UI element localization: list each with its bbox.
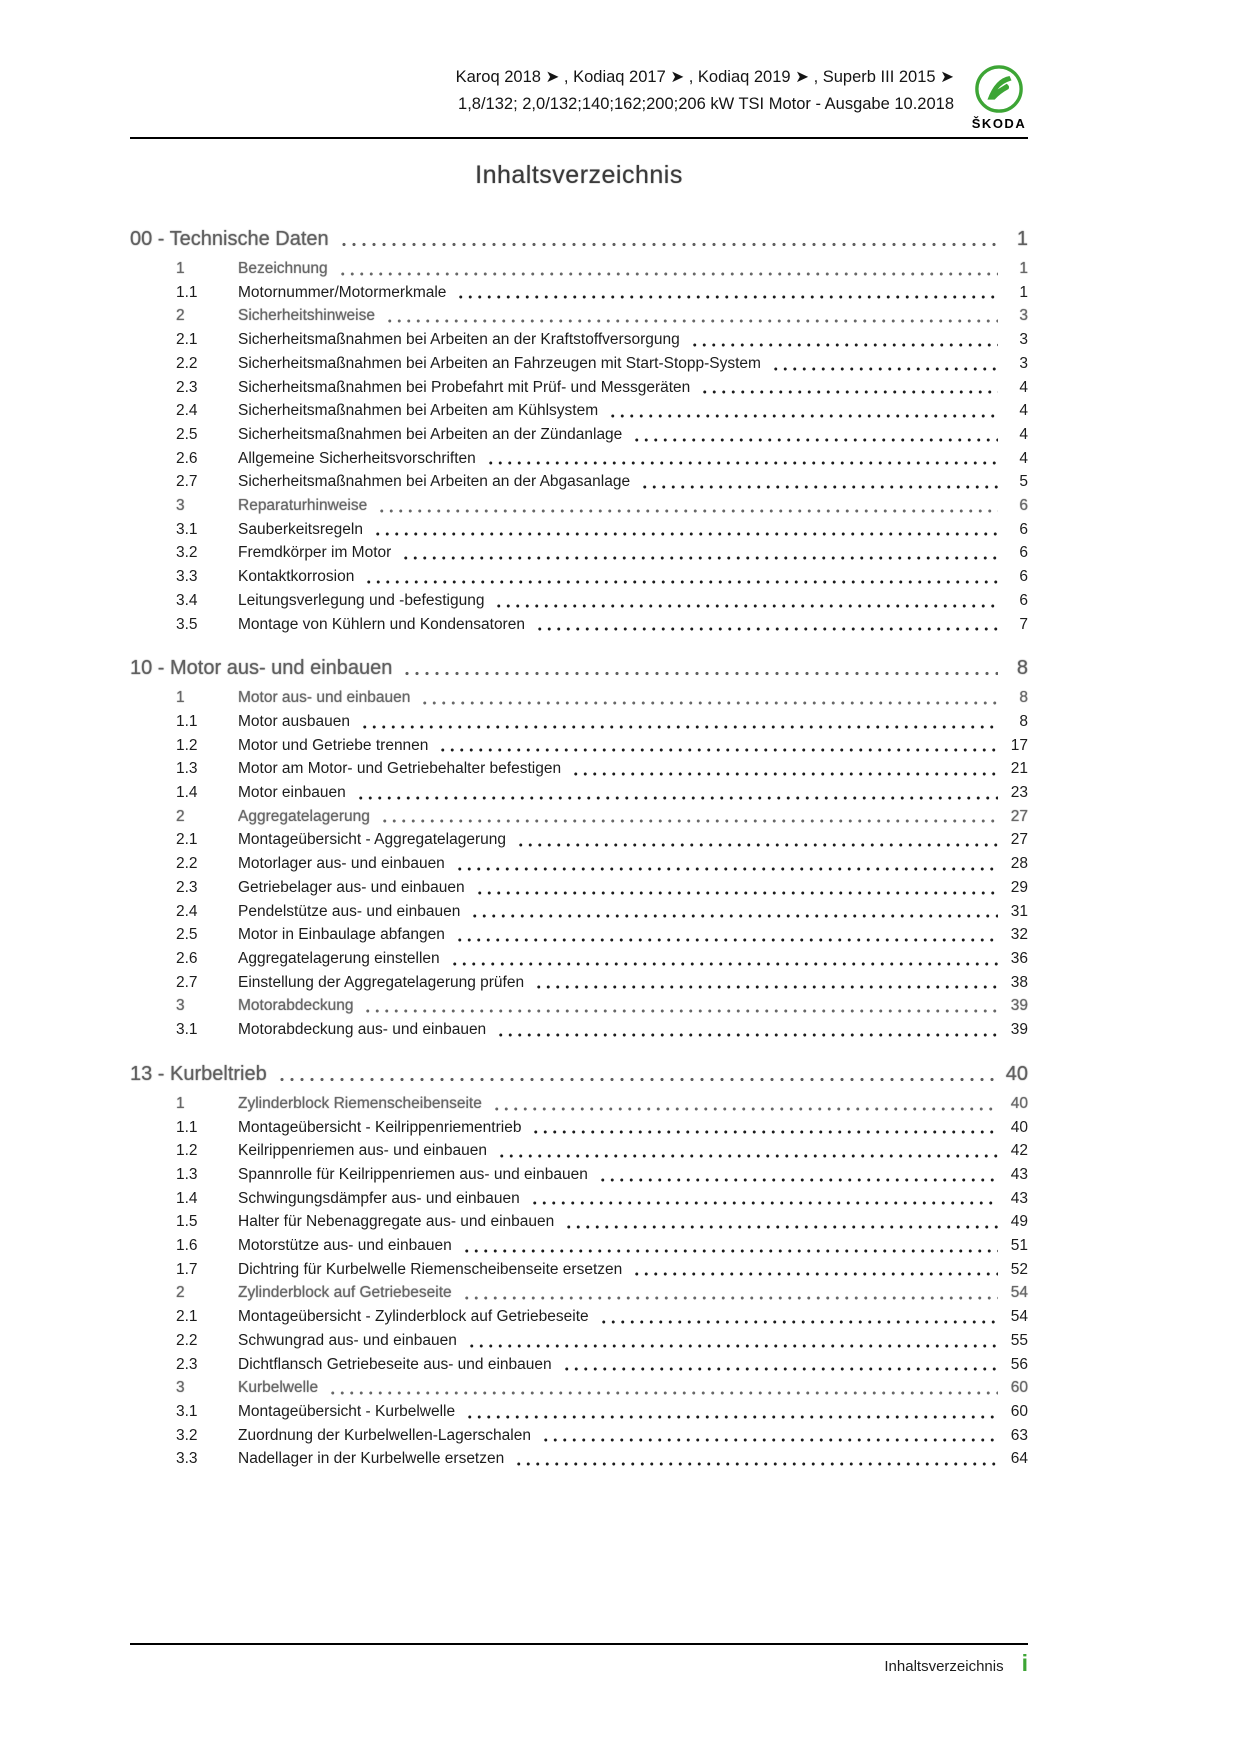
dot-leader — [492, 1092, 998, 1116]
entry-title: Montageübersicht - Zylinderblock auf Getriebeseite — [238, 1308, 589, 1326]
dot-leader — [690, 328, 998, 352]
entry-page-number: 1 — [1019, 260, 1028, 277]
entry-page-number: 6 — [1019, 497, 1028, 515]
section-row — [130, 876, 1028, 900]
section-number: 2.3 — [176, 1355, 198, 1373]
entry-title: Motor in Einbaulage abfangen — [238, 926, 445, 944]
dot-leader — [467, 1329, 998, 1353]
entry-page-number: 43 — [1010, 1165, 1028, 1183]
dot-leader — [380, 805, 998, 829]
dot-leader — [514, 1447, 998, 1471]
entry-page-number: 21 — [1010, 760, 1028, 778]
entry-title: 10 - Motor aus- und einbauen — [130, 657, 393, 680]
dot-leader — [420, 686, 998, 710]
section-number: 1.6 — [176, 1237, 198, 1255]
entry-page-number: 49 — [1010, 1213, 1028, 1231]
entry-title: Motorstütze aus- und einbauen — [238, 1237, 452, 1255]
section-number: 2 — [176, 807, 185, 825]
chapter-row — [130, 653, 1028, 683]
entry-title: Montageübersicht - Aggregatelagerung — [238, 831, 506, 849]
entry-title: Aggregatelagerung einstellen — [238, 949, 440, 967]
section-row — [130, 613, 1028, 637]
entry-title: Motor aus- und einbauen — [238, 689, 411, 707]
dot-leader — [360, 710, 998, 734]
entry-title: Sicherheitsmaßnahmen bei Arbeiten am Kühlsystem — [238, 402, 599, 420]
entry-page-number: 7 — [1019, 615, 1028, 633]
section-row — [130, 352, 1028, 376]
section-number: 2.4 — [176, 902, 198, 920]
section-row — [130, 494, 1028, 518]
section-row — [130, 589, 1028, 613]
entry-page-number: 4 — [1019, 378, 1028, 396]
section-row — [130, 1210, 1028, 1234]
section-number: 2.7 — [176, 973, 198, 991]
dot-leader — [450, 947, 998, 971]
section-row — [130, 1329, 1028, 1353]
section-row — [130, 947, 1028, 971]
section-row — [130, 281, 1028, 305]
dot-leader — [402, 653, 998, 683]
section-number: 2 — [176, 307, 185, 325]
section-row — [130, 470, 1028, 494]
dot-leader — [456, 281, 998, 305]
entry-page-number: 54 — [1010, 1308, 1028, 1326]
section-number: 2.3 — [176, 878, 198, 896]
entry-page-number: 8 — [1016, 657, 1028, 680]
dot-leader — [465, 1400, 998, 1424]
section-row — [130, 1305, 1028, 1329]
dot-leader — [455, 852, 998, 876]
entry-page-number: 8 — [1019, 712, 1028, 730]
dot-leader — [438, 734, 998, 758]
section-row — [130, 1424, 1028, 1448]
entry-page-number: 64 — [1010, 1450, 1028, 1468]
section-number: 2.2 — [176, 354, 198, 372]
entry-title: Zuordnung der Kurbelwellen-Lagerschalen — [238, 1426, 531, 1444]
entry-title: Montageübersicht - Keilrippenriementrieb — [238, 1118, 522, 1136]
entry-title: Nadellager in der Kurbelwelle ersetzen — [238, 1450, 505, 1468]
section-number: 2.6 — [176, 949, 198, 967]
dot-leader — [385, 304, 998, 328]
section-row — [130, 328, 1028, 352]
dot-leader — [339, 224, 998, 254]
section-row — [130, 971, 1028, 995]
section-number: 1 — [176, 260, 185, 277]
footer-page-number: i — [1021, 1650, 1028, 1676]
section-number: 1.1 — [176, 712, 198, 730]
entry-title: 00 - Technische Daten — [130, 228, 329, 250]
entry-title: Motor am Motor- und Getriebehalter befestigen — [238, 760, 562, 778]
chapter-row — [130, 1059, 1028, 1089]
section-row — [130, 757, 1028, 781]
dot-leader — [632, 423, 998, 447]
dot-leader — [338, 257, 998, 281]
header-model-list: Karoq 2018 ➤ , Kodiaq 2017 ➤ , Kodiaq 2019 ➤ , Superb III 2015 ➤ — [455, 68, 954, 86]
section-row — [130, 541, 1028, 565]
entry-page-number: 54 — [1010, 1284, 1028, 1302]
dot-leader — [363, 994, 998, 1018]
entry-title: Kurbelwelle — [238, 1379, 319, 1397]
dot-leader — [771, 352, 998, 376]
section-number: 1.3 — [176, 1165, 198, 1183]
section-number: 1 — [176, 689, 185, 707]
section-number: 3.3 — [176, 1450, 198, 1468]
page-title: Inhaltsverzeichnis — [475, 161, 683, 189]
section-row — [130, 828, 1028, 852]
section-number: 2.5 — [176, 425, 198, 443]
section-number: 3.1 — [176, 1402, 198, 1420]
dot-leader — [534, 971, 998, 995]
dot-leader — [598, 1163, 998, 1187]
section-row — [130, 399, 1028, 423]
entry-title: Sicherheitsmaßnahmen bei Arbeiten an der Zündanlage — [238, 425, 623, 443]
dot-leader — [632, 1258, 998, 1282]
section-row — [130, 1092, 1028, 1116]
section-number: 1.1 — [176, 283, 198, 301]
entry-title: Sicherheitshinweise — [238, 307, 375, 325]
section-number: 2.3 — [176, 378, 198, 396]
section-number: 3.3 — [176, 568, 198, 586]
entry-page-number: 17 — [1010, 736, 1028, 754]
section-row — [130, 1376, 1028, 1400]
entry-page-number: 42 — [1010, 1142, 1028, 1160]
section-row — [130, 852, 1028, 876]
entry-page-number: 6 — [1019, 591, 1028, 609]
entry-title: Montage von Kühlern und Kondensatoren — [238, 615, 525, 633]
section-row — [130, 1163, 1028, 1187]
entry-title: Sicherheitsmaßnahmen bei Arbeiten an der Abgasanlage — [238, 473, 631, 491]
entry-title: Spannrolle für Keilrippenriemen aus- und einbauen — [238, 1165, 588, 1183]
dot-leader — [535, 613, 998, 637]
page-header — [130, 64, 1028, 139]
skoda-logo — [970, 64, 1028, 131]
entry-title: Motor und Getriebe trennen — [238, 736, 429, 754]
section-row — [130, 781, 1028, 805]
section-row — [130, 1258, 1028, 1282]
section-number: 3.1 — [176, 1021, 198, 1039]
section-number: 1.5 — [176, 1213, 198, 1231]
entry-page-number: 3 — [1019, 331, 1028, 349]
section-number: 2.2 — [176, 855, 198, 873]
entry-page-number: 40 — [1010, 1118, 1028, 1136]
dot-leader — [462, 1281, 998, 1305]
entry-title: 13 - Kurbeltrieb — [130, 1062, 267, 1085]
entry-page-number: 4 — [1019, 449, 1028, 467]
dot-leader — [470, 900, 998, 924]
dot-leader — [564, 1210, 998, 1234]
section-number: 1.3 — [176, 760, 198, 778]
entry-title: Motor einbauen — [238, 784, 346, 802]
section-row — [130, 1187, 1028, 1211]
dot-leader — [571, 757, 998, 781]
dot-leader — [562, 1353, 998, 1377]
entry-page-number: 28 — [1010, 855, 1028, 873]
section-row — [130, 734, 1028, 758]
dot-leader — [541, 1424, 998, 1448]
dot-leader — [328, 1376, 998, 1400]
section-row — [130, 1400, 1028, 1424]
entry-page-number: 1 — [1019, 283, 1028, 301]
section-number: 1.4 — [176, 1189, 198, 1207]
dot-leader — [599, 1305, 998, 1329]
entry-page-number: 4 — [1019, 425, 1028, 443]
entry-page-number: 31 — [1010, 902, 1028, 920]
section-row — [130, 423, 1028, 447]
section-row — [130, 1139, 1028, 1163]
entry-title: Sicherheitsmaßnahmen bei Probefahrt mit Prüf- und Messgeräten — [238, 378, 691, 396]
entry-title: Kontaktkorrosion — [238, 568, 355, 586]
entry-title: Motorabdeckung — [238, 997, 354, 1015]
section-row — [130, 1018, 1028, 1042]
dot-leader — [377, 494, 998, 518]
section-row — [130, 565, 1028, 589]
section-number: 2.1 — [176, 331, 198, 349]
dot-leader — [640, 470, 998, 494]
section-number: 1.4 — [176, 784, 198, 802]
section-row — [130, 376, 1028, 400]
entry-page-number: 8 — [1019, 689, 1028, 707]
dot-leader — [608, 399, 998, 423]
section-row — [130, 257, 1028, 281]
entry-title: Bezeichnung — [238, 260, 328, 277]
section-number: 2.7 — [176, 473, 198, 491]
dot-leader — [356, 781, 998, 805]
section-number: 3 — [176, 997, 185, 1015]
entry-title: Motornummer/Motormerkmale — [238, 283, 447, 301]
entry-page-number: 27 — [1010, 831, 1028, 849]
entry-page-number: 5 — [1019, 473, 1028, 491]
section-row — [130, 447, 1028, 471]
entry-page-number: 60 — [1010, 1379, 1028, 1397]
entry-page-number: 6 — [1019, 544, 1028, 562]
section-number: 3.2 — [176, 1426, 198, 1444]
entry-title: Aggregatelagerung — [238, 807, 370, 825]
entry-title: Montageübersicht - Kurbelwelle — [238, 1402, 456, 1420]
section-row — [130, 994, 1028, 1018]
section-number: 2 — [176, 1284, 185, 1302]
section-number: 1.1 — [176, 1118, 198, 1136]
section-row — [130, 1116, 1028, 1140]
dot-leader — [486, 447, 998, 471]
dot-leader — [364, 565, 998, 589]
entry-title: Fremdkörper im Motor — [238, 544, 392, 562]
entry-page-number: 40 — [1005, 1062, 1028, 1085]
entry-page-number: 52 — [1010, 1260, 1028, 1278]
dot-leader — [494, 589, 998, 613]
entry-title: Schwingungsdämpfer aus- und einbauen — [238, 1189, 520, 1207]
section-row — [130, 304, 1028, 328]
section-number: 2.5 — [176, 926, 198, 944]
section-number: 3 — [176, 1379, 185, 1397]
dot-leader — [455, 923, 998, 947]
dot-leader — [475, 876, 998, 900]
entry-page-number: 39 — [1010, 1021, 1028, 1039]
entry-page-number: 56 — [1010, 1355, 1028, 1373]
entry-page-number: 4 — [1019, 402, 1028, 420]
section-row — [130, 805, 1028, 829]
section-row — [130, 1353, 1028, 1377]
dot-leader — [516, 828, 998, 852]
section-row — [130, 1234, 1028, 1258]
entry-title: Schwungrad aus- und einbauen — [238, 1331, 457, 1349]
entry-title: Reparaturhinweise — [238, 497, 368, 515]
chapter-row — [130, 224, 1028, 254]
entry-title: Allgemeine Sicherheitsvorschriften — [238, 449, 476, 467]
entry-title: Motorabdeckung aus- und einbauen — [238, 1021, 487, 1039]
section-number: 3.2 — [176, 544, 198, 562]
entry-page-number: 6 — [1019, 520, 1028, 538]
toc — [130, 224, 1028, 1471]
dot-leader — [373, 518, 998, 542]
entry-title: Sicherheitsmaßnahmen bei Arbeiten an der Kraftstoffversorgung — [238, 331, 680, 349]
entry-page-number: 3 — [1019, 307, 1028, 325]
page-footer — [130, 1643, 1028, 1675]
entry-title: Pendelstütze aus- und einbauen — [238, 902, 461, 920]
section-number: 3.4 — [176, 591, 198, 609]
dot-leader — [700, 376, 998, 400]
dot-leader — [497, 1139, 998, 1163]
entry-page-number: 23 — [1010, 784, 1028, 802]
section-number: 1 — [176, 1094, 185, 1112]
entry-title: Einstellung der Aggregatelagerung prüfen — [238, 973, 525, 991]
entry-page-number: 1 — [1016, 228, 1028, 250]
entry-title: Motor ausbauen — [238, 712, 351, 730]
section-number: 1.7 — [176, 1260, 198, 1278]
section-number: 2.1 — [176, 1308, 198, 1326]
section-number: 1.2 — [176, 736, 198, 754]
entry-page-number: 40 — [1010, 1094, 1028, 1112]
header-text — [130, 64, 970, 118]
entry-page-number: 60 — [1010, 1402, 1028, 1420]
footer-label: Inhaltsverzeichnis — [884, 1658, 1004, 1675]
dot-leader — [530, 1187, 998, 1211]
section-row — [130, 923, 1028, 947]
section-row — [130, 710, 1028, 734]
entry-title: Zylinderblock auf Getriebeseite — [238, 1284, 452, 1302]
entry-page-number: 55 — [1010, 1331, 1028, 1349]
entry-title: Getriebelager aus- und einbauen — [238, 878, 465, 896]
entry-page-number: 29 — [1010, 878, 1028, 896]
section-number: 3.1 — [176, 520, 198, 538]
section-row — [130, 518, 1028, 542]
entry-title: Sicherheitsmaßnahmen bei Arbeiten an Fahrzeugen mit Start-Stopp-System — [238, 354, 761, 372]
section-number: 2.2 — [176, 1331, 198, 1349]
entry-title: Zylinderblock Riemenscheibenseite — [238, 1094, 482, 1112]
entry-page-number: 36 — [1010, 949, 1028, 967]
section-row — [130, 1281, 1028, 1305]
entry-title: Sauberkeitsregeln — [238, 520, 363, 538]
entry-page-number: 6 — [1019, 568, 1028, 586]
section-number: 2.1 — [176, 831, 198, 849]
skoda-logo-icon — [974, 64, 1024, 114]
entry-page-number: 39 — [1010, 997, 1028, 1015]
section-row — [130, 900, 1028, 924]
entry-page-number: 51 — [1010, 1237, 1028, 1255]
dot-leader — [401, 541, 998, 565]
entry-title: Dichtring für Kurbelwelle Riemenscheibenseite ersetzen — [238, 1260, 623, 1278]
section-number: 2.4 — [176, 402, 198, 420]
section-row — [130, 1447, 1028, 1471]
entry-title: Dichtflansch Getriebeseite aus- und einbauen — [238, 1355, 552, 1373]
section-number: 1.2 — [176, 1142, 198, 1160]
entry-page-number: 63 — [1010, 1426, 1028, 1444]
dot-leader — [531, 1116, 998, 1140]
dot-leader — [496, 1018, 998, 1042]
header-engine-edition: 1,8/132; 2,0/132;140;162;200;206 kW TSI Motor - Ausgabe 10.2018 — [458, 95, 954, 113]
dot-leader — [277, 1059, 998, 1089]
entry-title: Leitungsverlegung und -befestigung — [238, 591, 485, 609]
dot-leader — [462, 1234, 998, 1258]
section-number: 3 — [176, 497, 185, 515]
entry-page-number: 43 — [1010, 1189, 1028, 1207]
skoda-wordmark: ŠKODA — [971, 116, 1027, 131]
entry-page-number: 38 — [1010, 973, 1028, 991]
entry-page-number: 32 — [1010, 926, 1028, 944]
section-number: 3.5 — [176, 615, 198, 633]
section-number: 2.6 — [176, 449, 198, 467]
entry-page-number: 27 — [1010, 807, 1028, 825]
entry-title: Halter für Nebenaggregate aus- und einbauen — [238, 1213, 555, 1231]
entry-title: Keilrippenriemen aus- und einbauen — [238, 1142, 488, 1160]
section-row — [130, 686, 1028, 710]
entry-page-number: 3 — [1019, 354, 1028, 372]
entry-title: Motorlager aus- und einbauen — [238, 855, 445, 873]
